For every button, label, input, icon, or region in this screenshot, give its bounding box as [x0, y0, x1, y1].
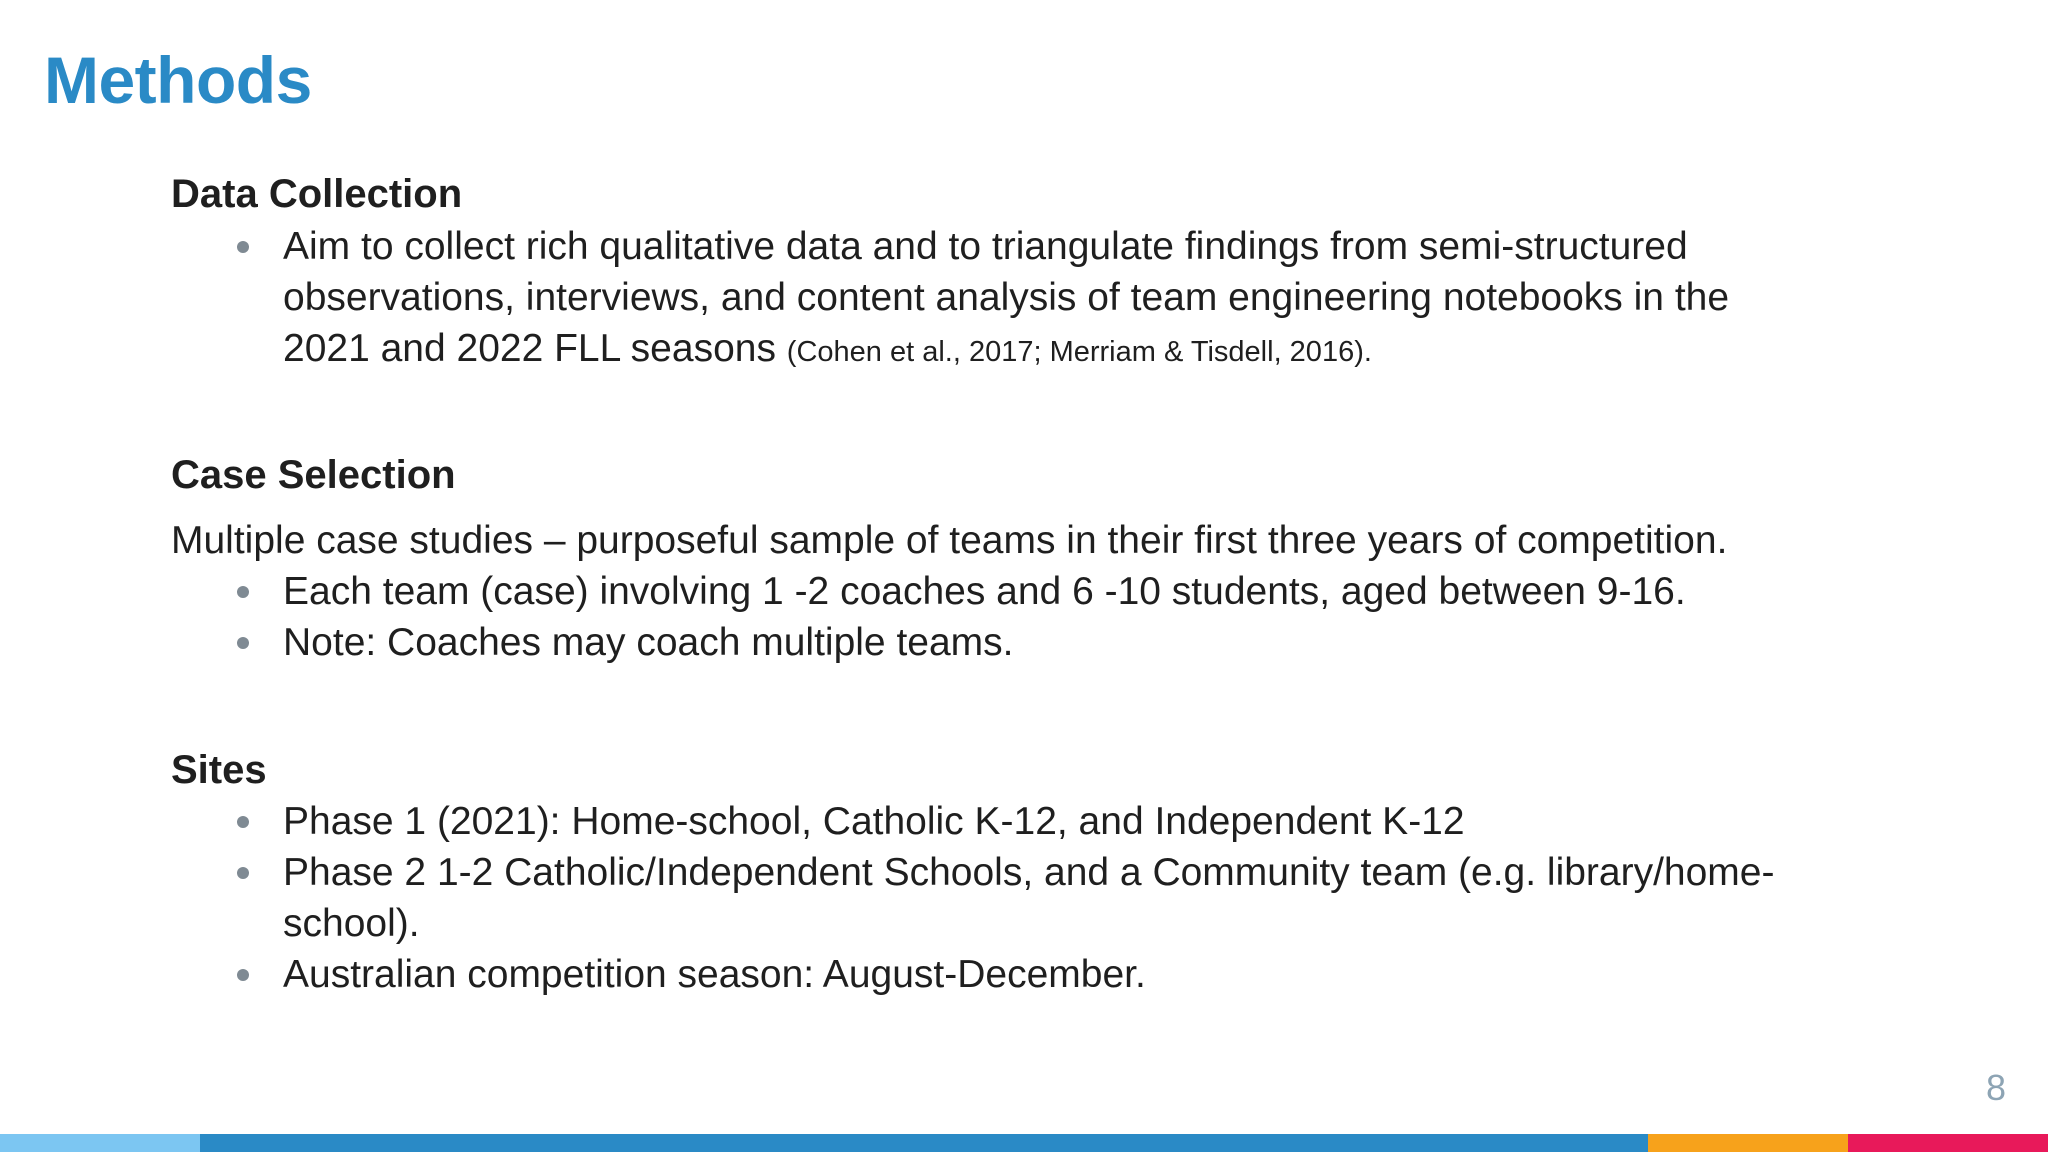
- list-item: [171, 796, 1921, 847]
- footer-segment-blue: [200, 1134, 1648, 1152]
- bullet-icon: [237, 586, 249, 598]
- list-sites: [171, 796, 1921, 1000]
- citation: (Cohen et al., 2017; Merriam & Tisdell, 2016).: [786, 336, 1372, 368]
- bullet-line-with-citation: [283, 323, 1921, 378]
- heading-data-collection: Data Collection: [171, 172, 463, 216]
- bullet-line: Phase 2 1-2 Catholic/Independent Schools, and a Community team (e.g. library/home-: [283, 851, 1775, 894]
- footer-segment-pink: [1848, 1134, 2048, 1152]
- footer-segment-light-blue: [0, 1134, 200, 1152]
- footer-segment-orange: [1648, 1134, 1848, 1152]
- bullet-icon: [237, 867, 249, 879]
- bullet-line: Aim to collect rich qualitative data and to triangulate findings from semi-structured: [283, 225, 1688, 268]
- bullet-line: Each team (case) involving 1 -2 coaches and 6 -10 students, aged between 9-16.: [283, 570, 1686, 613]
- bullet-line: 2021 and 2022 FLL seasons: [283, 327, 776, 370]
- slide-title: Methods: [44, 43, 312, 117]
- heading-case-selection: Case Selection: [171, 453, 456, 497]
- bullet-line: Note: Coaches may coach multiple teams.: [283, 621, 1014, 664]
- list-case-selection: [171, 566, 1921, 668]
- list-item: [171, 617, 1921, 668]
- bullet-icon: [237, 637, 249, 649]
- bullet-line: observations, interviews, and content analysis of team engineering notebooks in the: [283, 276, 1730, 319]
- footer-color-bar: [0, 1134, 2048, 1152]
- list-item: [171, 566, 1921, 617]
- list-data-collection: [171, 221, 1921, 378]
- bullet-icon: [237, 241, 249, 253]
- list-item: [171, 221, 1921, 378]
- bullet-line: Phase 1 (2021): Home-school, Catholic K-12, and Independent K-12: [283, 800, 1465, 843]
- list-item: [171, 847, 1921, 949]
- bullet-icon: [237, 969, 249, 981]
- bullet-icon: [237, 816, 249, 828]
- bullet-line: Australian competition season: August-December.: [283, 953, 1146, 996]
- list-item: [171, 949, 1921, 1000]
- bullet-line: school).: [283, 902, 420, 945]
- case-selection-intro: Multiple case studies – purposeful sample of teams in their first three years of competition.: [171, 519, 1728, 562]
- heading-sites: Sites: [171, 748, 267, 792]
- page-number: 8: [1985, 1067, 2006, 1108]
